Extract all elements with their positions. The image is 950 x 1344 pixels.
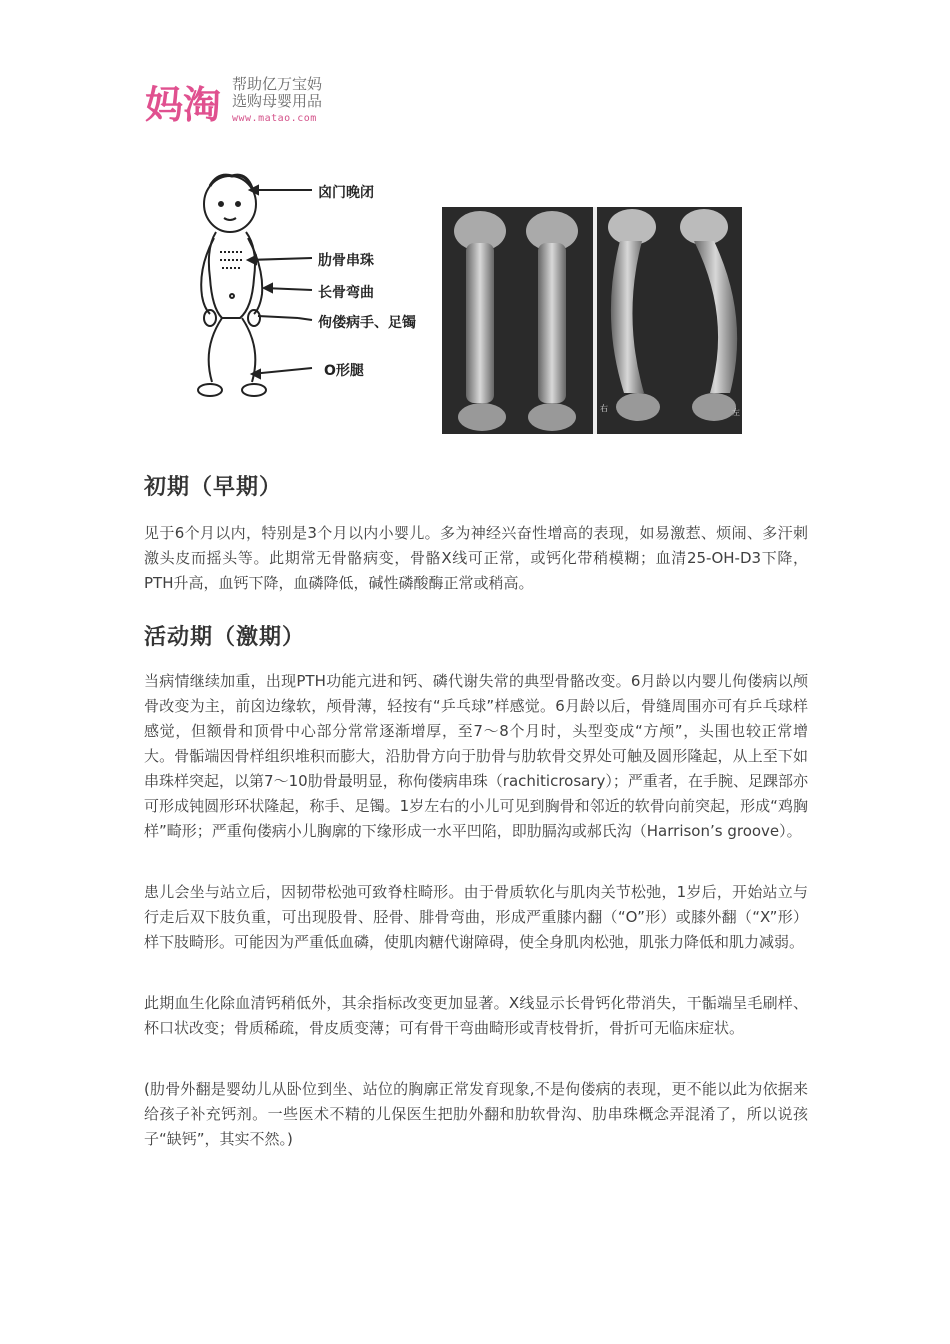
xray-marker-right: 右 — [600, 404, 608, 413]
paragraph-early-stage: 见于6个月以内，特别是3个月以内小婴儿。多为神经兴奋性增高的表现，如易激惹、烦闹、多汗刺激头皮而摇头等。此期常无骨骼病变，骨骼X线可正常，或钙化带稍模糊；血清25-OH-D3下降，PTH升高，血钙下降，血磷降低，碱性磷酸酶正常或稍高。 — [144, 524, 808, 592]
xray-marker-left: 左 — [732, 408, 740, 417]
xray-divider — [593, 207, 597, 434]
matao-logo-icon — [143, 76, 231, 132]
label-fontanelle: 囟门晚闭 — [318, 185, 374, 201]
label-bone-bending: 长骨弯曲 — [318, 285, 374, 301]
paragraph-active-2: 患儿会坐与站立后，因韧带松弛可致脊柱畸形。由于骨质软化与肌肉关节松弛，1岁后，开始站立与行走后双下肢负重，可出现股骨、胫骨、腓骨弯曲，形成严重膝内翻（“O”形）或膝外翻（“X”形）样下肢畸形。可能因为严重低血磷，使肌肉糖代谢障碍，使全身肌肉松弛，肌张力降低和肌力减弱。 — [144, 883, 808, 951]
heading-early-stage: 初期（早期） — [144, 475, 283, 500]
rickets-child-illustration — [188, 168, 428, 404]
xray-drawing — [442, 207, 742, 434]
slogan-line-1: 帮助亿万宝妈 — [232, 75, 323, 93]
svg-text:妈淘: 妈淘 — [145, 83, 222, 127]
brand-logo[interactable] — [143, 76, 343, 132]
label-o-legs: O形腿 — [324, 363, 364, 379]
leg-xray-image — [442, 207, 742, 434]
slogan-line-2: 选购母婴用品 — [232, 92, 323, 110]
paragraph-note: (肋骨外翻是婴幼儿从卧位到坐、站位的胸廓正常发育现象,不是佝偻病的表现，更不能以此为依据来给孩子补充钙剂。一些医术不精的儿保医生把肋外翻和肋软骨沟、肋串珠概念弄混淆了，所以说孩子“缺钙”，其实不然。) — [144, 1080, 808, 1148]
paragraph-active-3: 此期血生化除血清钙稍低外，其余指标改变更加显著。X线显示长骨钙化带消失，干骺端呈毛刷样、杯口状改变；骨质稀疏，骨皮质变薄；可有骨干弯曲畸形或青枝骨折，骨折可无临床症状。 — [144, 994, 808, 1037]
child-figure-drawing — [188, 168, 428, 404]
brand-url[interactable]: www.matao.com — [232, 113, 317, 124]
paragraph-active-1: 当病情继续加重，出现PTH功能亢进和钙、磷代谢失常的典型骨骼改变。6月龄以内婴儿佝偻病以颅骨改变为主，前囟边缘软，颅骨薄，轻按有“乒乓球”样感觉。6月龄以后，骨缝周围亦可有乒乓球样感觉，但额骨和顶骨中心部分常常逐渐增厚，至7～8个月时，头型变成“方颅”，头围也较正常增大。骨骺端因骨样组织堆积而膨大，沿肋骨方向于肋骨与肋软骨交界处可触及圆形隆起，从上至下如串珠样突起，以第7～10肋骨最明显，称佝偻病串珠（rachiticrosary）；严重者，在手腕、足踝部亦可形成钝圆形环状隆起，称手、足镯。1岁左右的小儿可见到胸骨和邻近的软骨向前突起，形成“鸡胸样”畸形；严重佝偻病小儿胸廓的下缘形成一水平凹陷，即肋膈沟或郝氏沟（Harrison’s groove）。 — [144, 672, 808, 840]
brand-slogan — [232, 76, 322, 110]
label-wrist-ankle: 佝偻病手、足镯 — [318, 315, 416, 331]
heading-active-stage: 活动期（激期） — [144, 625, 306, 650]
label-rib-beads: 肋骨串珠 — [318, 253, 374, 269]
